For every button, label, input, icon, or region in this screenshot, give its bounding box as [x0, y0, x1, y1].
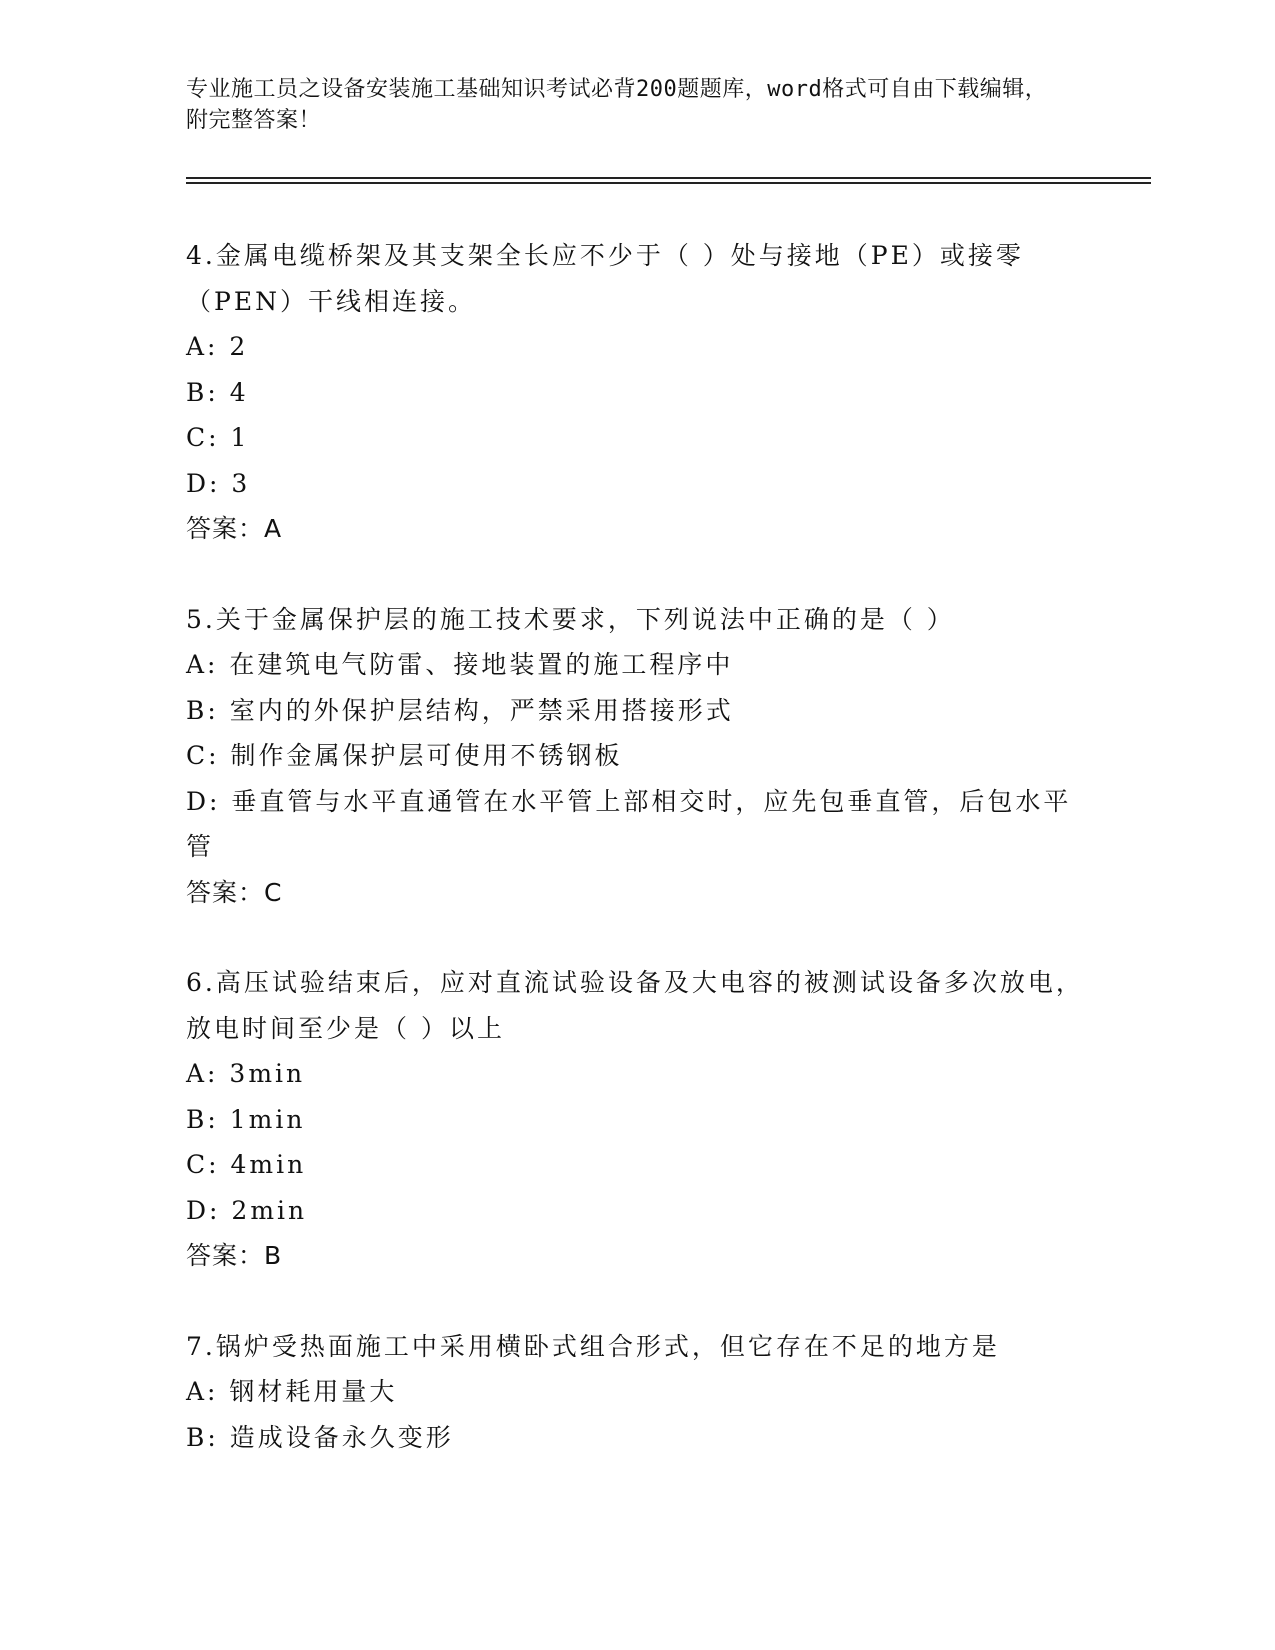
- option-c: C: 4min: [186, 1150, 307, 1179]
- option-b: B: 1min: [186, 1104, 306, 1134]
- question-6: [186, 960, 1086, 1279]
- option-d: D: 2min: [186, 1195, 308, 1225]
- question-stem: 7.锅炉受热面施工中采用横卧式组合形式，但它存在不足的地方是: [186, 1331, 1000, 1361]
- option-b: B: 室内的外保护层结构，严禁采用搭接形式: [186, 695, 734, 725]
- option-d: D: 3: [186, 468, 251, 498]
- question-stem: 4.金属电缆桥架及其支架全长应不少于（ ）处与接地（PE）或接零（PEN）干线相连接。: [186, 241, 1024, 316]
- option-c: C: 制作金属保护层可使用不锈钢板: [186, 741, 623, 770]
- option-a: A: 2: [186, 332, 249, 361]
- option-a: A: 在建筑电气防雷、接地装置的施工程序中: [186, 650, 734, 679]
- page-header-text: 专业施工员之设备安装施工基础知识考试必背200题题库，word格式可自由下载编辑，附完整答案！: [186, 77, 1048, 133]
- answer-label: 答案：C: [186, 877, 283, 907]
- answer-label: 答案：A: [186, 514, 283, 543]
- option-d: D: 垂直管与水平直通管在水平管上部相交时，应先包垂直管，后包水平管: [186, 786, 1072, 861]
- header-divider-top: [186, 177, 1151, 179]
- option-b: B: 造成设备永久变形: [186, 1422, 454, 1452]
- question-5: [186, 597, 1086, 916]
- option-b: B: 4: [186, 377, 249, 407]
- question-7: [186, 1324, 1086, 1461]
- answer-label: 答案：B: [186, 1241, 283, 1270]
- question-list: [186, 233, 1086, 1460]
- option-a: A: 3min: [186, 1059, 306, 1088]
- header-divider-bottom: [186, 182, 1151, 184]
- question-stem: 6.高压试验结束后，应对直流试验设备及大电容的被测试设备多次放电，放电时间至少是（ ）以上: [186, 968, 1084, 1043]
- question-4: [186, 233, 1086, 552]
- question-stem: 5.关于金属保护层的施工技术要求，下列说法中正确的是（ ）: [186, 604, 955, 634]
- option-c: C: 1: [186, 423, 250, 452]
- option-a: A: 钢材耗用量大: [186, 1377, 398, 1406]
